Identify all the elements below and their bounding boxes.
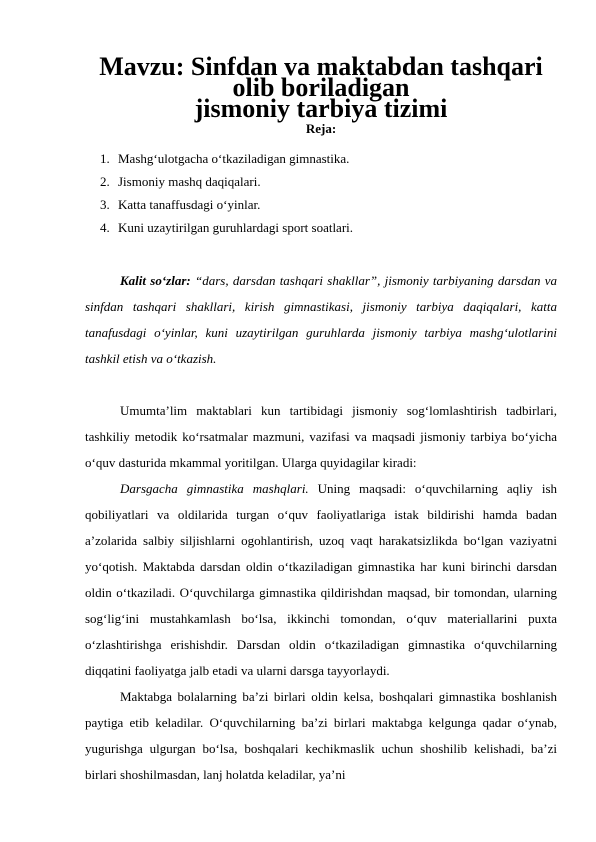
- plan-item-text: Mashg‘ulotgacha o‘tkaziladigan gimnastika.: [118, 151, 350, 166]
- paragraph-heading-italic: Darsgacha gimnastika mashqlari.: [120, 481, 309, 496]
- plan-item-number: 3.: [100, 197, 110, 212]
- keywords-paragraph: [85, 268, 557, 372]
- keywords-text: “dars, darsdan tashqari shakllar”, jismoniy tarbiyaning darsdan va sinfdan tashqari shakllari, kirish gimnastikasi, jismoniy tarbiya daqiqalari, katta tanafusdagi o‘yinlar, kuni uzaytirilgan guruhlarda jismoniy tarbiya mashg‘ulotlarini tashkil etish va o‘tkazish.: [85, 273, 557, 366]
- plan-list: [85, 147, 557, 239]
- title-line-2: jismoniy tarbiya tizimi: [194, 94, 448, 123]
- title-line-1: Mavzu: Sinfdan va maktabdan tashqari olib boriladigan: [99, 52, 543, 102]
- plan-heading: Reja:: [305, 121, 337, 136]
- body-paragraph-1: Umumta’lim maktablari kun tartibidagi jismoniy sog‘lomlashtirish tadbirlari, tashkiliy metodik ko‘rsatmalar mazmuni, vazifasi va maqsadi jismoniy tarbiya bo‘yicha o‘quv dasturida mkammal yoritilgan. Ularga quyidagilar kiradi:: [85, 403, 557, 470]
- paragraph-text: Uning maqsadi: o‘quvchilarning aqliy ish qobiliyatlari va oldilarida turgan o‘quv faoliyatlariga istak bildirishi hamda badan a’zolarida salbiy siljishlarni ogohlantirish, uzoq vaqt harakatsizlikda bo‘lgan vaziyatni yo‘qotish. Maktabda darsdan oldin o‘tkaziladigan gimnastika har kuni birinchi darsdan oldin o‘tkaziladi. O‘quvchilarga gimnastika qildirishdan maqsad, bir tomondan, ularning sog‘lig‘ini mustahkamlash bo‘lsa, ikkinchi tomondan, o‘quv materiallarini puxta o‘zlashtirishga erishishdir. Darsdan oldin o‘tkaziladigan gimnastika o‘quvchilarning diqqatini faoliyatga jalb etadi va ularni darsga tayyorlaydi.: [85, 481, 557, 678]
- plan-item-text: Katta tanaffusdagi o‘yinlar.: [118, 197, 261, 212]
- plan-item: [85, 216, 557, 239]
- plan-item-text: Kuni uzaytirilgan guruhlardagi sport soatlari.: [118, 220, 354, 235]
- plan-item-number: 1.: [100, 151, 110, 166]
- plan-item-number: 4.: [100, 220, 110, 235]
- document-title: [85, 52, 557, 123]
- keywords-label: Kalit so‘zlar:: [120, 273, 191, 288]
- plan-item: [85, 170, 557, 193]
- body-paragraph-2: [85, 476, 557, 684]
- body-paragraph-3: Maktabga bolalarning ba’zi birlari oldin kelsa, boshqalari gimnastika boshlanish paytiga etib keladilar. O‘quvchilarning ba’zi birlari maktabga kelgunga qadar o‘ynab, yugurishga ulgurgan bo‘lsa, boshqalari kechikmaslik uchun shoshilib kelishadi, ba’zi birlari shoshilmasdan, lanj holatda keladilar, ya’ni: [85, 689, 557, 782]
- plan-item-text: Jismoniy mashq daqiqalari.: [118, 174, 261, 189]
- plan-item: [85, 147, 557, 170]
- plan-item: [85, 193, 557, 216]
- plan-item-number: 2.: [100, 174, 110, 189]
